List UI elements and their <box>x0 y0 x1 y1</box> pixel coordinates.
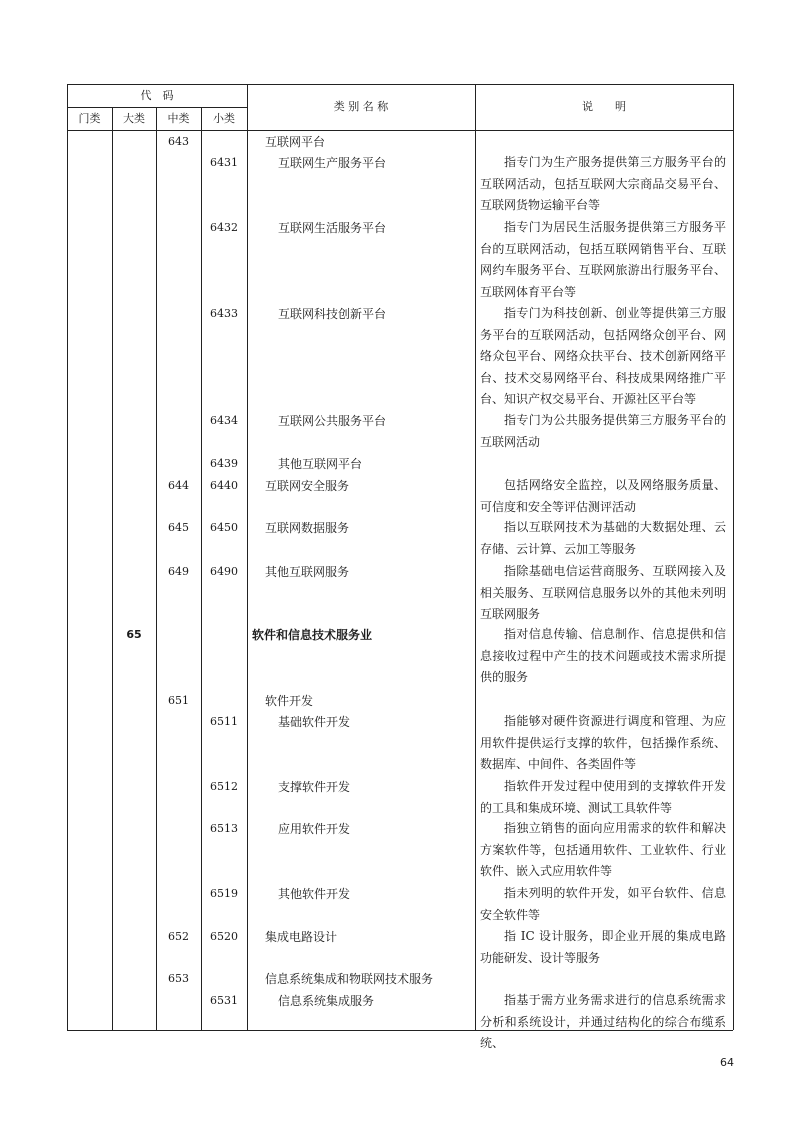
category-name: 互联网生活服务平台 <box>278 221 387 235</box>
category-name: 软件和信息技术服务业 <box>252 628 373 642</box>
category-description: 指以互联网技术为基础的大数据处理、云存储、云计算、云加工等服务 <box>480 520 726 556</box>
cell-zhong: 653 <box>168 972 189 985</box>
cell-zhong: 649 <box>168 565 189 578</box>
category-description: 指 IC 设计服务，即企业开展的集成电路功能研发、设计等服务 <box>480 929 726 965</box>
category-description: 指专门为生产服务提供第三方服务平台的互联网活动，包括互联网大宗商品交易平台、互联网货物运输平台等 <box>480 155 726 212</box>
category-name: 其他互联网平台 <box>278 457 363 471</box>
cell-xiao: 6511 <box>210 715 238 728</box>
category-description: 指基于需方业务需求进行的信息系统需求分析和系统设计，并通过结构化的综合布缆系统、 <box>480 993 726 1050</box>
category-description: 指专门为公共服务提供第三方服务平台的互联网活动 <box>480 413 726 449</box>
category-description: 指能够对硬件资源进行调度和管理、为应用软件提供运行支撑的软件，包括操作系统、数据库、中间件、各类固件等 <box>480 714 726 771</box>
cell-xiao: 6439 <box>210 457 238 470</box>
category-name: 互联网平台 <box>265 135 326 149</box>
category-description: 包括网络安全监控，以及网络服务质量、可信度和安全等评估测评活动 <box>480 478 726 514</box>
category-name: 应用软件开发 <box>278 822 351 836</box>
category-description: 指软件开发过程中使用到的支撑软件开发的工具和集成环境、测试工具软件等 <box>480 779 726 815</box>
cell-zhong: 645 <box>168 521 189 534</box>
category-name: 互联网公共服务平台 <box>278 414 387 428</box>
header-zhong: 中类 <box>167 112 190 125</box>
cell-zhong: 652 <box>168 930 189 943</box>
cell-zhong: 643 <box>168 135 189 148</box>
category-name: 信息系统集成服务 <box>278 994 375 1008</box>
cell-xiao: 6431 <box>210 156 238 169</box>
cell-da: 65 <box>126 628 142 641</box>
category-name: 支撑软件开发 <box>278 780 351 794</box>
cell-xiao: 6490 <box>210 565 238 578</box>
header-da: 大类 <box>123 112 145 125</box>
cell-zhong: 644 <box>168 479 189 492</box>
cell-xiao: 6520 <box>210 930 238 943</box>
cell-xiao: 6519 <box>210 887 238 900</box>
cell-xiao: 6450 <box>210 521 238 534</box>
category-description: 指专门为科技创新、创业等提供第三方服务平台的互联网活动，包括网络众创平台、网络众包平台、网络众扶平台、技术创新网络平台、技术交易网络平台、科技成果网络推广平台、知识产权交易平台、开源社区平台等 <box>480 306 726 406</box>
category-description: 指除基础电信运营商服务、互联网接入及相关服务、互联网信息服务以外的其他未列明互联网服务 <box>480 564 726 621</box>
cell-xiao: 6513 <box>210 822 238 835</box>
category-name: 互联网安全服务 <box>265 479 350 493</box>
category-description: 指未列明的软件开发，如平台软件、信息安全软件等 <box>480 886 726 922</box>
category-description: 指专门为居民生活服务提供第三方服务平台的互联网活动，包括互联网销售平台、互联网约车服务平台、互联网旅游出行服务平台、互联网体育平台等 <box>480 220 726 299</box>
category-description: 指对信息传输、信息制作、信息提供和信息接收过程中产生的技术问题或技术需求所提供的服务 <box>480 627 726 684</box>
category-name: 其他软件开发 <box>278 887 351 901</box>
cell-xiao: 6512 <box>210 780 238 793</box>
category-name: 互联网科技创新平台 <box>278 307 387 321</box>
header-category-name: 类 别 名 称 <box>333 100 389 113</box>
cell-xiao: 6432 <box>210 221 238 234</box>
cell-xiao: 6531 <box>210 994 238 1007</box>
category-description: 指独立销售的面向应用需求的软件和解决方案软件等，包括通用软件、工业软件、行业软件、嵌入式应用软件等 <box>480 821 726 878</box>
cell-xiao: 6434 <box>210 414 238 427</box>
cell-xiao: 6433 <box>210 307 238 320</box>
header-code: 代 码 <box>140 89 174 102</box>
category-name: 基础软件开发 <box>278 715 351 729</box>
category-name: 集成电路设计 <box>265 930 338 944</box>
cell-zhong: 651 <box>168 694 189 707</box>
page-number: 64 <box>720 1056 734 1069</box>
cell-xiao: 6440 <box>210 479 238 492</box>
category-name: 互联网数据服务 <box>265 521 350 535</box>
header-xiao: 小类 <box>213 112 235 125</box>
category-name: 其他互联网服务 <box>265 565 350 579</box>
category-name: 互联网生产服务平台 <box>278 156 387 170</box>
category-name: 信息系统集成和物联网技术服务 <box>265 972 434 986</box>
header-men: 门类 <box>78 112 101 125</box>
header-description: 说 明 <box>582 100 626 113</box>
category-name: 软件开发 <box>265 694 314 708</box>
